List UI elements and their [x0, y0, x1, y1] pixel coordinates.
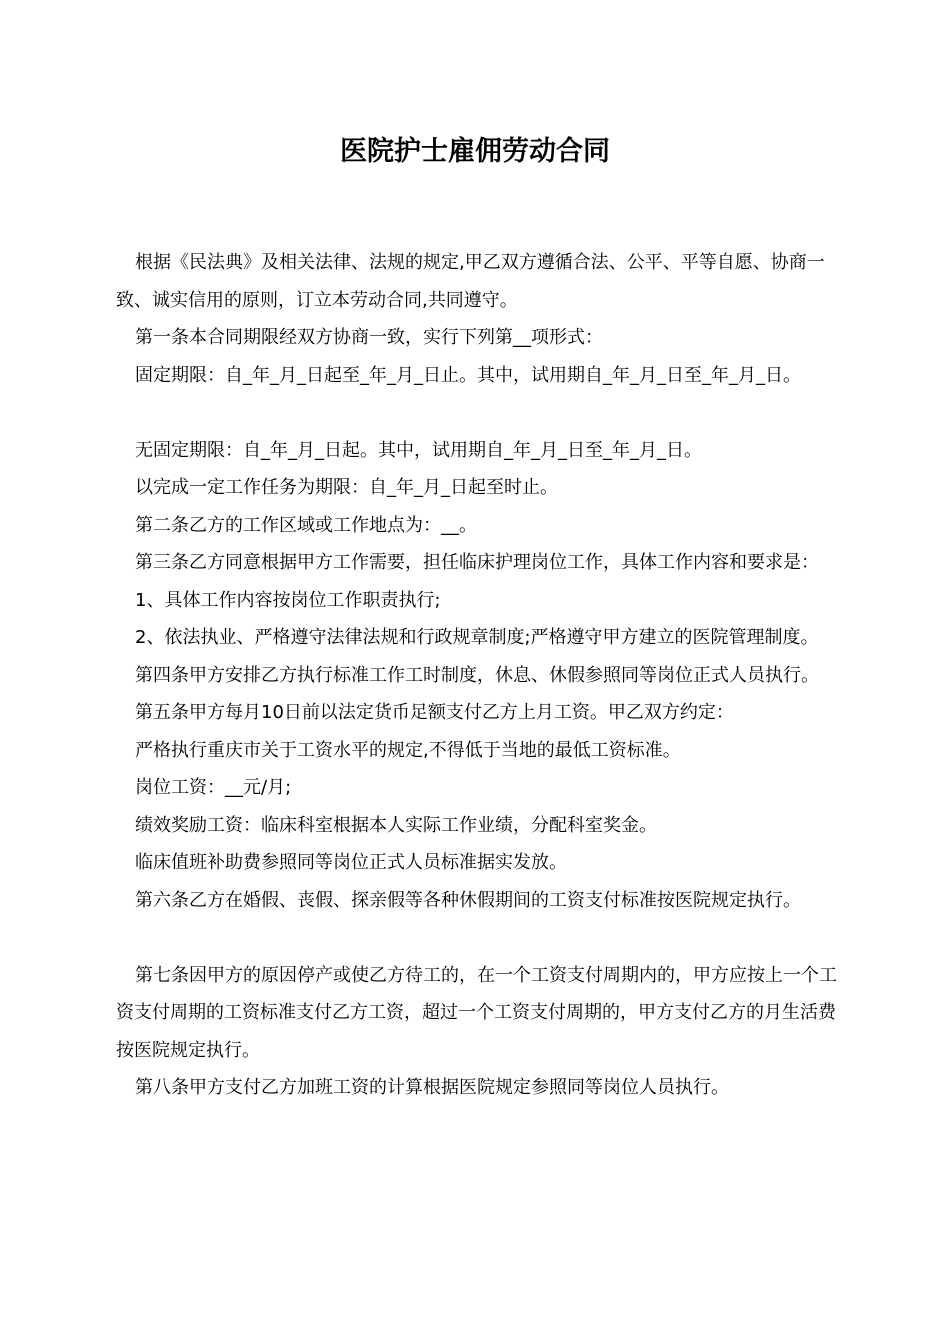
article-8-paragraph: 第八条甲方支付乙方加班工资的计算根据医院规定参照同等岗位人员执行。	[135, 1077, 729, 1098]
performance-bonus-paragraph: 绩效奖励工资：临床科室根据本人实际工作业绩，分配科室奖金。	[135, 814, 657, 836]
article-3-item-1: 1、具体工作内容按岗位工作职责执行;	[135, 589, 441, 611]
fixed-term-paragraph: 固定期限：自_年_月_日起至_年_月_日止。其中，试用期自_年_月_日至_年_月_日。	[135, 364, 801, 386]
article-5-paragraph: 第五条甲方每月10日前以法定货币足额支付乙方上月工资。甲乙双方约定：	[135, 702, 734, 723]
document-body	[116, 244, 846, 1107]
article-4-paragraph: 第四条甲方安排乙方执行标准工作工时制度，休息、休假参照同等岗位正式人员执行。	[135, 664, 819, 686]
open-term-paragraph: 无固定期限：自_年_月_日起。其中，试用期自_年_月_日至_年_月_日。	[135, 439, 702, 461]
article-1-paragraph: 第一条本合同期限经双方协商一致，实行下列第__项形式：	[135, 327, 603, 348]
article-2-paragraph: 第二条乙方的工作区域或工作地点为：__。	[135, 514, 477, 536]
document-title: 医院护士雇佣劳动合同	[340, 136, 610, 167]
article-3-item-2: 2、依法执业、严格遵守法律法规和行政规章制度;严格遵守甲方建立的医院管理制度。	[135, 627, 819, 648]
article-7-paragraph: 第七条因甲方的原因停产或使乙方待工的，在一个工资支付周期内的，甲方应按上一个工资支付周期的工资标准支付乙方工资，超过一个工资支付周期的，甲方支付乙方的月生活费按医院规定执行。	[116, 964, 837, 1061]
wage-standard-paragraph: 严格执行重庆市关于工资水平的规定,不得低于当地的最低工资标准。	[135, 739, 681, 761]
article-6-paragraph: 第六条乙方在婚假、丧假、探亲假等各种休假期间的工资支付标准按医院规定执行。	[135, 889, 801, 911]
duty-allowance-paragraph: 临床值班补助费参照同等岗位正式人员标准据实发放。	[135, 852, 567, 873]
post-wage-paragraph: 岗位工资：__元/月;	[135, 777, 292, 798]
task-term-paragraph: 以完成一定工作任务为期限：自_年_月_日起至时止。	[135, 477, 558, 498]
preamble-paragraph: 根据《民法典》及相关法律、法规的规定,甲乙双方遵循合法、公平、平等自愿、协商一致、诚实信用的原则，订立本劳动合同,共同遵守。	[116, 252, 825, 311]
article-3-paragraph: 第三条乙方同意根据甲方工作需要，担任临床护理岗位工作，具体工作内容和要求是：	[135, 552, 819, 573]
